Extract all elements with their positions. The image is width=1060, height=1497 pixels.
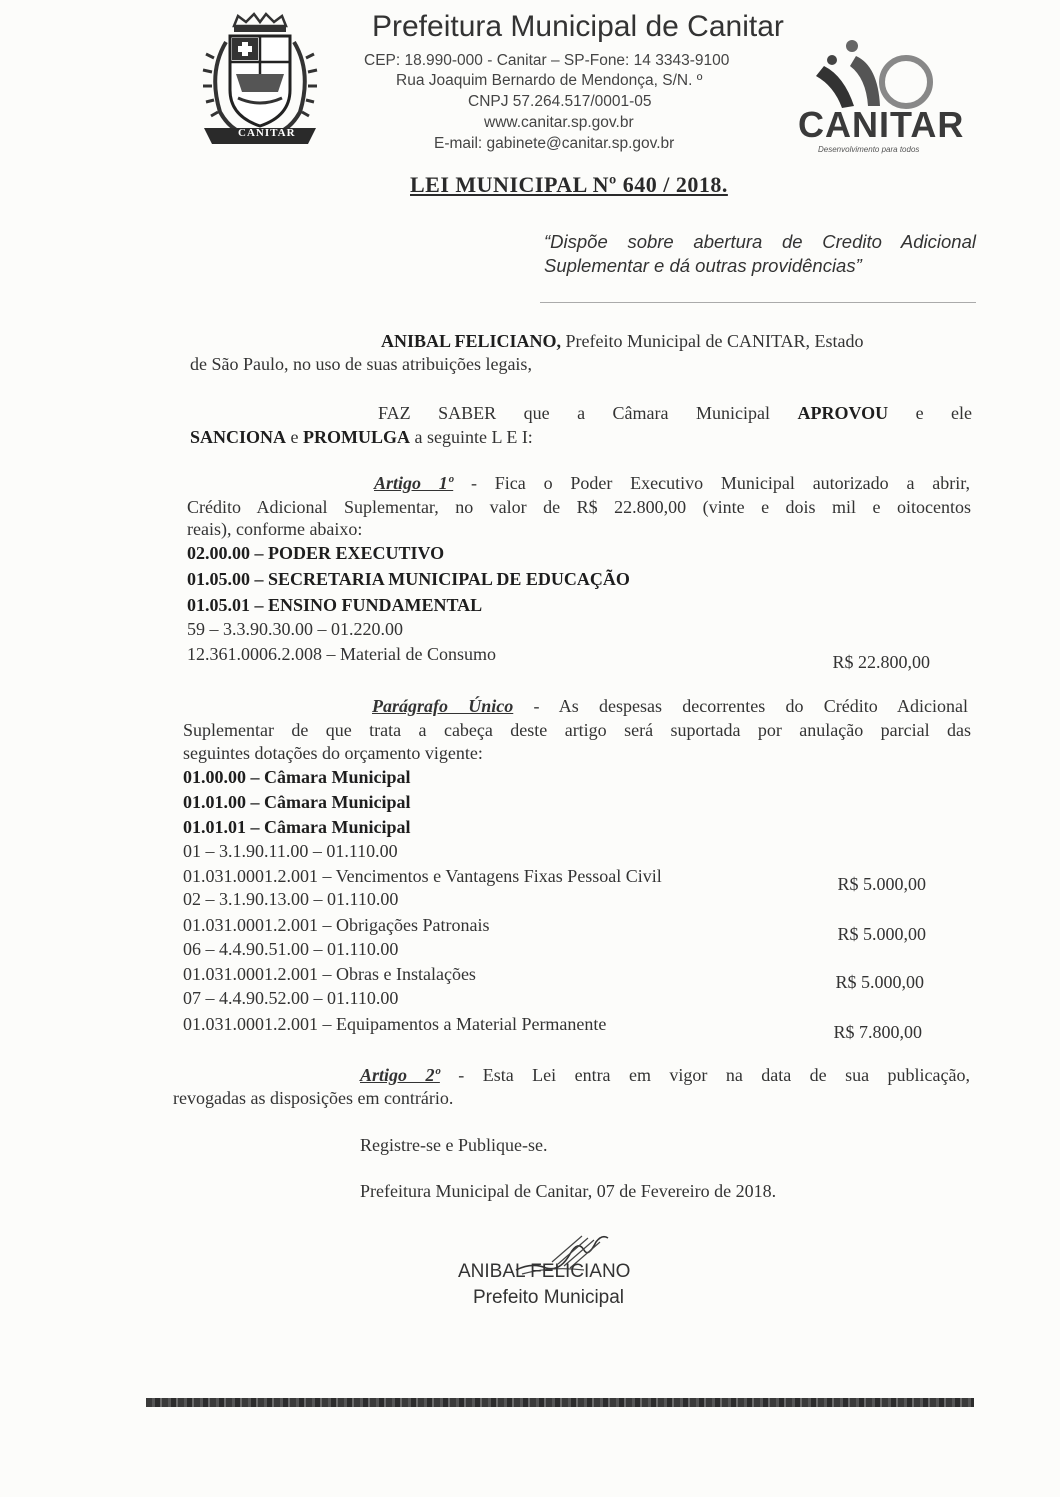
dotacao-label-0: 01.031.0001.2.001 – Vencimentos e Vantagens Fixas Pessoal Civil [183, 866, 662, 886]
art1-line-2: Crédito Adicional Suplementar, no valor de R$ 22.800,00 (vinte e dois mil e oitocentos [187, 497, 971, 517]
dotacao-code-3: 07 – 4.4.90.52.00 – 01.110.00 [183, 988, 399, 1008]
paragrafo-line-3: seguintes dotações do orçamento vigente: [183, 743, 483, 763]
logo-wordmark: CANITAR [798, 104, 965, 145]
dotacao-value-0: R$ 5.000,00 [837, 874, 926, 894]
dotacao-value-2: R$ 5.000,00 [835, 972, 924, 992]
paragrafo-label: Parágrafo Único [372, 696, 514, 716]
signatory-name: ANIBAL FELICIANO [458, 1261, 631, 1282]
logo-tagline: Desenvolvimento para todos [818, 145, 920, 154]
art1-heading-secretaria: 01.05.00 – SECRETARIA MUNICIPAL DE EDUCAÇÃO [187, 569, 630, 589]
ementa-divider [540, 302, 976, 303]
place-date: Prefeitura Municipal de Canitar, 07 de Fevereiro de 2018. [360, 1181, 777, 1201]
preamble-line-2: de São Paulo, no uso de suas atribuições legais, [190, 354, 532, 374]
art2-line-1: Artigo 2º - Esta Lei entra em vigor na data de sua publicação, [360, 1065, 970, 1085]
address-cep-phone: CEP: 18.990-000 - Canitar – SP-Fone: 14 3343-9100 [364, 52, 730, 69]
faz-saber-line-2: SANCIONA e PROMULGA a seguinte L E I: [190, 427, 533, 447]
crest-banner-text: CANITAR [238, 127, 296, 139]
dotacao-code-2: 06 – 4.4.90.51.00 – 01.110.00 [183, 939, 399, 959]
law-ementa: “Dispõe sobre abertura de Credito Adicional Suplementar e dá outras providências” [544, 231, 976, 276]
paragrafo-heading-0: 01.00.00 – Câmara Municipal [183, 767, 411, 787]
address-street: Rua Joaquim Bernardo de Mendonça, S/N. º [396, 72, 703, 89]
promulga-bold: PROMULGA [303, 427, 411, 447]
art1-line-3: reais), conforme abaixo: [187, 519, 363, 539]
art2-line-2: revogadas as disposições em contrário. [173, 1088, 454, 1108]
sanciona-bold: SANCIONA [190, 427, 287, 447]
dotacao-code-0: 01 – 3.1.90.11.00 – 01.110.00 [183, 841, 398, 861]
paragrafo-heading-2: 01.01.01 – Câmara Municipal [183, 817, 411, 837]
art1-heading-ensino: 01.05.01 – ENSINO FUNDAMENTAL [187, 595, 483, 615]
dotacao-label-1: 01.031.0001.2.001 – Obrigações Patronais [183, 915, 490, 935]
website-text: www.canitar.sp.gov.br [484, 114, 634, 131]
art1-item-value: R$ 22.800,00 [832, 652, 930, 672]
mayor-name-bold: ANIBAL FELICIANO, [381, 331, 562, 351]
law-title: LEI MUNICIPAL Nº 640 / 2018. [410, 172, 728, 197]
municipality-title: Prefeitura Municipal de Canitar [372, 10, 784, 43]
art1-line-1: Artigo 1º - Fica o Poder Executivo Municipal autorizado a abrir, [374, 473, 970, 493]
preamble-text: Prefeito Municipal de CANITAR, Estado [561, 331, 864, 351]
cnpj-text: CNPJ 57.264.517/0001-05 [468, 93, 652, 110]
preamble-line-1 [381, 330, 864, 353]
dotacao-label-3: 01.031.0001.2.001 – Equipamentos a Material Permanente [183, 1014, 607, 1034]
art1-label: Artigo 1º [374, 473, 454, 493]
paragrafo-heading-1: 01.01.00 – Câmara Municipal [183, 792, 411, 812]
email-text: E-mail: gabinete@canitar.sp.gov.br [434, 135, 675, 152]
registre-publique: Registre-se e Publique-se. [360, 1135, 548, 1155]
aprovou-bold: APROVOU [797, 403, 889, 423]
dotacao-label-2: 01.031.0001.2.001 – Obras e Instalações [183, 964, 476, 984]
dotacao-code-1: 02 – 3.1.90.13.00 – 01.110.00 [183, 889, 399, 909]
signatory-role: Prefeito Municipal [473, 1287, 625, 1308]
paragrafo-line-1: Parágrafo Único - As despesas decorrentes do Crédito Adicional [372, 696, 969, 716]
faz-saber-line-1: FAZ SABER que a Câmara Municipal APROVOU e ele [378, 403, 973, 423]
dotacao-value-3: R$ 7.800,00 [833, 1022, 922, 1042]
dotacao-value-1: R$ 5.000,00 [837, 924, 926, 944]
art2-label: Artigo 2º [360, 1065, 440, 1085]
footer-divider [146, 1398, 974, 1407]
art1-item-label: 12.361.0006.2.008 – Material de Consumo [187, 644, 496, 664]
paragrafo-line-2: Suplementar de que trata a cabeça deste artigo será suportada por anulação parcial das [183, 720, 971, 740]
art1-heading-poder-executivo: 02.00.00 – PODER EXECUTIVO [187, 543, 445, 563]
art1-code-line: 59 – 3.3.90.30.00 – 01.220.00 [187, 619, 403, 639]
